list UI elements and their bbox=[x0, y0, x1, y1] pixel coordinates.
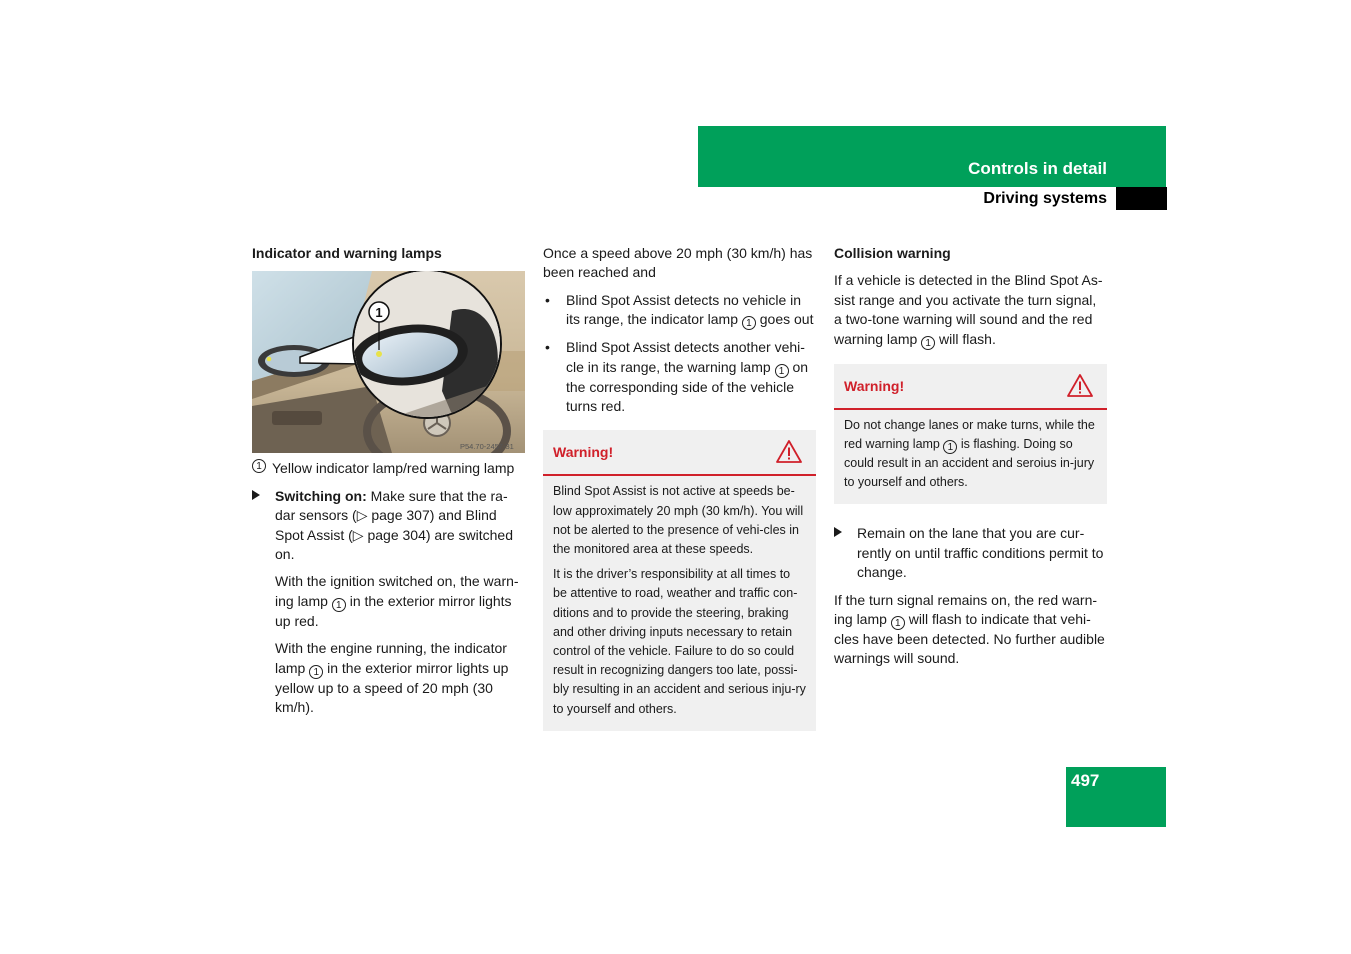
page-number-box bbox=[1066, 767, 1166, 827]
warning-paragraph bbox=[844, 416, 1097, 493]
warning-body bbox=[543, 476, 816, 730]
step-switching-on bbox=[252, 487, 526, 565]
warning-box bbox=[834, 364, 1107, 505]
lamp-number: 1 bbox=[332, 598, 346, 612]
bullet-icon: • bbox=[545, 291, 550, 308]
legend-item bbox=[252, 459, 526, 478]
text-run: is flashing. Doing so could result in an accident and seroius in-jury to yourself and others. bbox=[844, 436, 1095, 490]
lamp-number: 1 bbox=[921, 336, 935, 350]
column-left bbox=[252, 244, 526, 725]
warning-header bbox=[543, 430, 816, 476]
text-run: will flash. bbox=[935, 330, 996, 347]
lamp-number: 1 bbox=[943, 440, 957, 454]
subsection-title: Driving systems bbox=[983, 190, 1107, 207]
lamp-number: 1 bbox=[742, 316, 756, 330]
step-arrow-icon bbox=[834, 527, 842, 537]
paragraph-engine bbox=[252, 639, 526, 717]
column-right bbox=[834, 244, 1107, 677]
warning-title: Warning! bbox=[844, 377, 905, 394]
legend-text: Yellow indicator lamp/red warning lamp bbox=[272, 460, 515, 477]
paragraph-intro: Once a speed above 20 mph (30 km/h) has been reached and bbox=[543, 245, 813, 281]
page-number: 497 bbox=[1071, 771, 1100, 790]
paragraph-turn-signal bbox=[834, 591, 1107, 669]
text-run: in the exterior mirror lights up red. bbox=[275, 592, 512, 629]
legend-number: 1 bbox=[252, 459, 266, 473]
text-run: Do not change lanes or make turns, while the red warning lamp bbox=[844, 417, 1095, 451]
lamp-number: 1 bbox=[309, 665, 323, 679]
warning-box bbox=[543, 430, 816, 730]
column-middle bbox=[543, 244, 816, 731]
warning-title: Warning! bbox=[553, 444, 614, 461]
lamp-number: 1 bbox=[891, 616, 905, 630]
step-text: Make sure that the ra-dar sensors (▷ page 307) and Blind Spot Assist (▷ page 304) are switched on. bbox=[275, 487, 513, 563]
heading-collision-warning: Collision warning bbox=[834, 245, 951, 261]
paragraph-collision bbox=[834, 271, 1107, 349]
figure-callout: 1 bbox=[375, 305, 383, 321]
step-arrow-icon bbox=[252, 490, 260, 500]
bullet-item bbox=[543, 338, 816, 416]
section-title: Controls in detail bbox=[968, 159, 1107, 178]
step-remain-lane bbox=[834, 524, 1107, 582]
text-run: If a vehicle is detected in the Blind Spot As-sist range and you activate the turn signal, a two-tone warning will sound and the red warning lamp bbox=[834, 272, 1103, 347]
warning-header bbox=[834, 364, 1107, 410]
text-run: If the turn signal remains on, the red warn-ing lamp bbox=[834, 591, 1098, 628]
header-tab-marker bbox=[1116, 187, 1167, 210]
text-run: in the exterior mirror lights up yellow up to a speed of 20 mph (30 km/h). bbox=[275, 659, 509, 716]
warning-body bbox=[834, 410, 1107, 505]
warning-triangle-icon bbox=[1067, 373, 1093, 397]
text-run: Blind Spot Assist detects no vehicle in its range, the indicator lamp bbox=[566, 291, 802, 328]
warning-triangle-icon bbox=[776, 439, 802, 463]
text-run: on the corresponding side of the vehicle turns red. bbox=[566, 358, 809, 415]
bullet-icon: • bbox=[545, 339, 550, 356]
step-label: Switching on: bbox=[275, 487, 367, 504]
step-text: Remain on the lane that you are cur-rently on until traffic conditions permit to change. bbox=[857, 525, 1104, 581]
text-run: Blind Spot Assist detects another vehi-cle in its range, the warning lamp bbox=[566, 339, 805, 375]
heading-indicator-lamps: Indicator and warning lamps bbox=[252, 245, 442, 261]
lamp-number: 1 bbox=[775, 364, 789, 378]
text-run: With the ignition switched on, the warn-ing lamp bbox=[275, 573, 519, 609]
bullet-item bbox=[543, 291, 816, 330]
figure-code: P54.70-2457-31 bbox=[460, 442, 514, 452]
text-run: goes out bbox=[755, 311, 814, 328]
text-run: will flash to indicate that vehi-cles have been detected. No further audible warnings will sound. bbox=[834, 611, 1105, 667]
text-run: With the engine running, the indicator lamp bbox=[275, 640, 507, 676]
paragraph-ignition bbox=[252, 572, 526, 631]
warning-paragraph: It is the driver’s responsibility at all times to be attentive to road, weather and traffic con-ditions and to provide the steering, braking and other driving inputs necessary to retain control of the vehicle. Failure to do so could result in recognizing dangers too late, possi-bly resulting in an accident and serious inju-ry to yourself and others. bbox=[553, 567, 806, 716]
warning-paragraph: Blind Spot Assist is not active at speeds be-low approximately 20 mph (30 km/h). You will not be alerted to the presence of vehi-cles in the monitored area at these speeds. bbox=[553, 484, 804, 557]
mirror-illustration bbox=[252, 271, 525, 453]
